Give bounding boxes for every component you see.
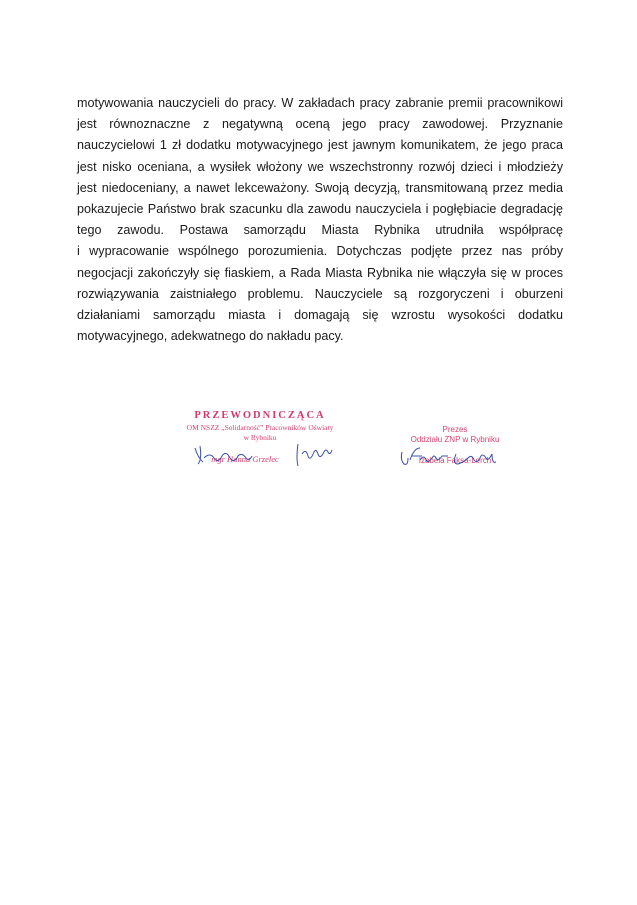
- paragraph-line: jest niedoceniany, a nawet lekceważony. Swoją decyzją, transmitowaną przez media: [77, 180, 563, 195]
- stamp-name: Izabela Faksa-Lerch: [418, 456, 492, 465]
- paragraph-line: tego zawodu. Postawa samorządu Miasta Rybnika utrudniła współpracę: [77, 223, 563, 238]
- paragraph-line: pokazujecie Państwo brak szacunku dla zawodu nauczyciela i pogłębiacie degradację: [77, 202, 563, 217]
- paragraph-line: negocjacji zakończyły się fiaskiem, a Rada Miasta Rybnika nie włączyła się w proces: [77, 265, 563, 280]
- letter-body-paragraph: [77, 93, 563, 347]
- stamp-city: w Rybniku: [243, 433, 277, 442]
- stamp-organization: OM NSZZ „Solidarność” Pracowników Oświaty: [186, 423, 334, 432]
- paragraph-line: jest równoznaczne z negatywną oceną jego pracy zawodowej. Przyznanie: [77, 117, 563, 132]
- paragraph-line: nauczycielowi 1 zł dodatku motywacyjnego jest jawnym komunikatem, że jego praca: [77, 138, 563, 153]
- president-signature-icon: [398, 446, 508, 468]
- paragraph-line: jest nisko oceniana, a wysiłek włożony we wszechstronny rozwój dzieci i młodzieży: [77, 159, 563, 174]
- paragraph-line: i wypracowanie wspólnego porozumienia. Dotychczas podjęte przez nas próby: [77, 244, 563, 259]
- paragraph-line: działaniami samorządu miasta i domagają się wzrostu wysokości dodatku: [77, 308, 563, 323]
- paragraph-line: motywacyjnego, adekwatnego do nakładu pacy.: [77, 329, 344, 344]
- paragraph-line: rozwiązywania zaistniałego problemu. Nauczyciele są rozgoryczeni i oburzeni: [77, 286, 563, 301]
- stamp-organization: Oddziału ZNP w Rybniku: [410, 435, 500, 444]
- paragraph-line: motywowania nauczycieli do pracy. W zakładach pracy zabranie premii pracownikowi: [77, 96, 563, 110]
- stamp-title: Prezes: [442, 425, 468, 434]
- stamp-name: mgr Hanna Grzelec: [211, 454, 279, 464]
- stamp-title: PRZEWODNICZĄCA: [194, 410, 326, 421]
- chairwoman-signature-icon: [190, 440, 350, 470]
